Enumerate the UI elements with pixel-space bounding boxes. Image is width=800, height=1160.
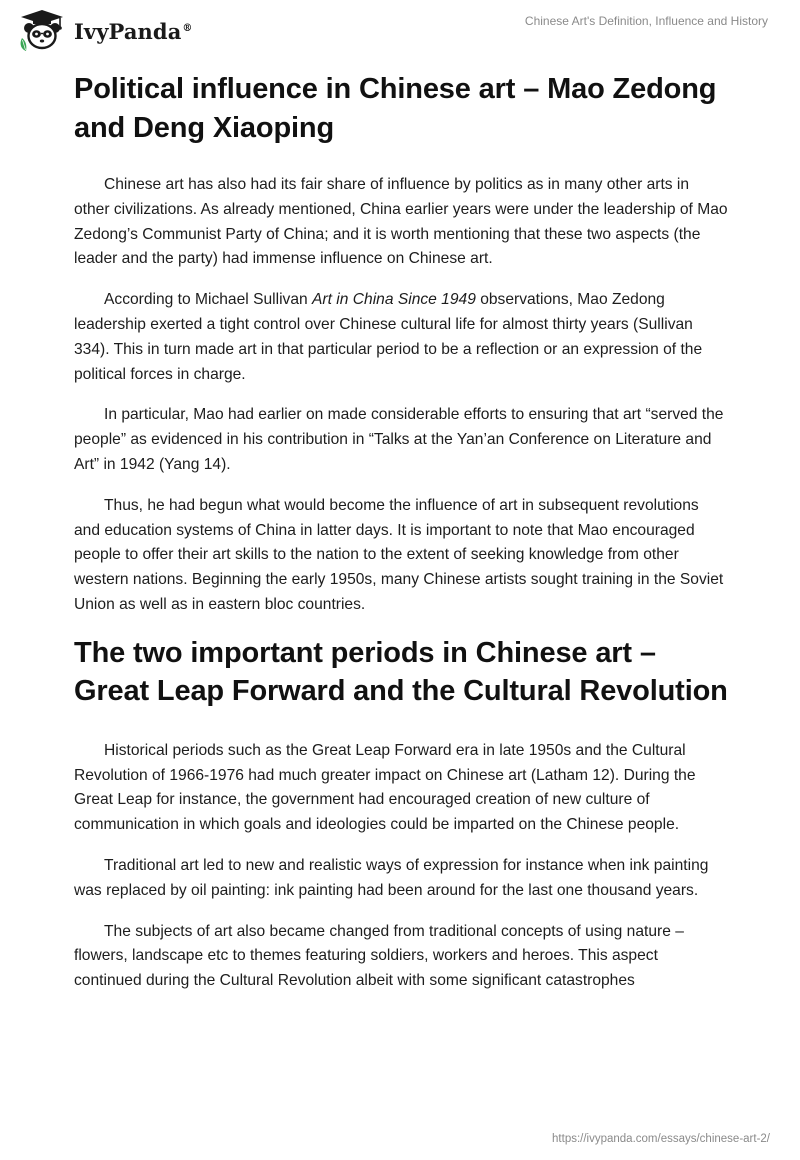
paragraph: Traditional art led to new and realistic ways of expression for instance when ink painting was replaced by oil painting: ink painting had been around for the last one thousand years. [74, 856, 709, 899]
paragraph-text: observations, Mao Zedong leadership exerted a tight control over Chinese cultural life for almost thirty years (Sullivan 334). This in turn made art in that particular period to be a reflection or an expression of the political forces in charge. [74, 291, 703, 383]
paragraph: Chinese art has also had its fair share of influence by politics as in many other arts in other civilizations. As already mentioned, China earlier years were under the leadership of Mao Zedong’s Communist Party of China; and it is worth mentioning that these two aspects (the leader and the party) had immense influence on Chinese art. [74, 176, 728, 268]
essay-content [74, 70, 728, 1010]
book-title: Art in China Since 1949 [312, 291, 476, 309]
section-heading-two-periods: The two important periods in Chinese art – Great Leap Forward and the Cultural Revolution [74, 636, 728, 708]
registered-mark: ® [182, 22, 193, 34]
ivypanda-logo[interactable] [16, 8, 193, 52]
paragraph [74, 288, 728, 387]
paragraph: Historical periods such as the Great Leap Forward era in late 1950s and the Cultural Revolution of 1966-1976 had much greater impact on Chinese art (Latham 12). During the Great Leap for instance, the government had encouraged creation of new culture of communication in which goals and ideologies could be imparted on the Chinese people. [74, 741, 696, 834]
paragraph-text: According to Michael Sullivan [104, 291, 313, 309]
panda-graduate-icon [16, 8, 68, 52]
section-heading-political-influence: Political influence in Chinese art – Mao Zedong and Deng Xiaoping [74, 73, 717, 144]
page-header [0, 0, 800, 60]
logo-wordmark [74, 19, 193, 44]
logo-text: IvyPanda [74, 18, 182, 44]
source-url[interactable]: https://ivypanda.com/essays/chinese-art-2/ [552, 1133, 770, 1145]
paragraph: In particular, Mao had earlier on made considerable efforts to ensuring that art “served the people” as evidenced in his contribution in “Talks at the Yan’an Conference on Literature and Art” in 1942 (Yang 14). [74, 406, 724, 473]
paragraph: Thus, he had begun what would become the influence of art in subsequent revolutions and education systems of China in latter days. It is important to note that Mao encouraged people to offer their art skills to the nation to the extent of seeking knowledge from other western nations. Beginning the early 1950s, many Chinese artists sought training in the Soviet Union as well as in eastern bloc countries. [74, 496, 724, 613]
paragraph: The subjects of art also became changed from traditional concepts of using nature – flowers, landscape etc to themes featuring soldiers, workers and heroes. This aspect continued during the Cultural Revolution albeit with some significant catastrophes [74, 922, 684, 990]
document-title: Chinese Art's Definition, Influence and History [524, 14, 768, 28]
